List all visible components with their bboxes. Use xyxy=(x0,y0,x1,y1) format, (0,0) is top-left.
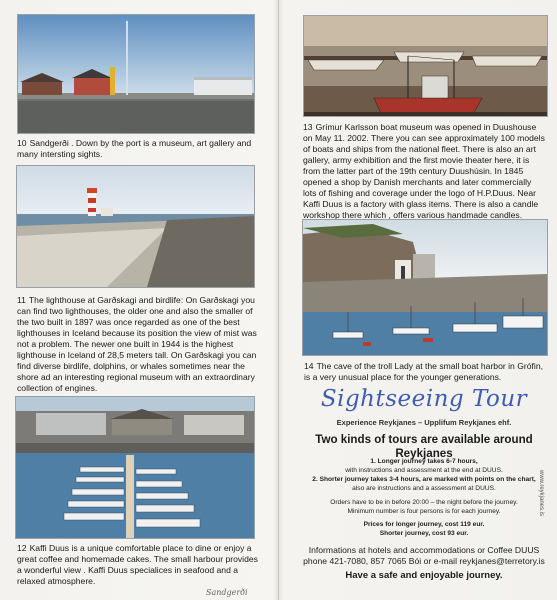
lighthouse-scene xyxy=(17,166,254,287)
caption-number: 11 xyxy=(17,295,26,305)
harbour-scene xyxy=(16,397,254,538)
tour-option-2-detail: also are instructions and a assessment at DUUS. xyxy=(352,484,496,492)
tour-prices xyxy=(302,521,546,538)
caption-text: Sandgerði . Down by the port is a museum, art gallery and many intersting sights. xyxy=(17,138,252,159)
photo-lighthouse xyxy=(16,165,255,288)
tour-orders-line-1: Orders have to be in before 20:00 – the night before the journey. xyxy=(330,499,518,506)
photo-sandgerdi xyxy=(17,14,255,134)
tour-price-short: Shorter journey, cost 93 eur. xyxy=(379,529,469,537)
tour-option-2 xyxy=(302,476,546,493)
sandgerdi-scene xyxy=(18,15,254,133)
tour-title: Sightseeing Tour xyxy=(320,386,528,412)
caption-text: The lighthouse at Garðskagi and birdlife: On Garðskagi you can find two lighthouses, the older one and also the smaller of the two built in 1897 was once regarded as one of the best lighthouses in Iceland because its position the view of mist was not a problem. The newer one built in 1944 is the highest lighthouse in Iceland of 28,5 meters tall. On Garðskagi you can find diverse birdlife, dolphins, or whales sometimes near the shore ad an interesting regional museum with an extraordinary collection of engines. xyxy=(17,295,257,393)
caption-11 xyxy=(17,295,260,394)
boat-museum-scene xyxy=(304,16,547,116)
page-fold xyxy=(278,0,279,600)
tour-contact-line-2: phone 421-7080, 857 7065 Bói or e-mail reykjanes@terretory.is xyxy=(303,556,545,566)
tour-price-long: Prices for longer journey, cost 119 eur. xyxy=(363,521,485,528)
spine-text: www.reykjanes.is xyxy=(538,470,544,517)
tour-contact xyxy=(302,545,546,567)
troll-cave-scene xyxy=(303,220,547,355)
tour-option-1-detail: with instructions and assessment at the end at DUUS. xyxy=(345,466,503,474)
caption-text: Grímur Karlsson boat museum was opened in Duushouse on May 11. 2002. There you can see approximately 100 models of boats and ships from the national fleet. There is also an art gallery, army exhibition and the first movie theater here, it is from the latter part of the 19th century Duushúsin. In 1845 opened a shop by Danish merchants and later commercially lots of fishing and coverage under the logo of H.P.Duus. Near Kaffi Duus is a factory with glass items. There is also a candle workshop there which , offers various handmade candles. xyxy=(303,122,545,220)
caption-number: 12 xyxy=(17,543,27,553)
photo-kaffi-duus-harbour xyxy=(15,396,255,539)
handwritten-note: Sandgerði xyxy=(206,588,248,597)
tour-closing: Have a safe and enjoyable journey. xyxy=(345,570,503,581)
caption-14 xyxy=(304,361,547,383)
tour-heading: Two kinds of tours are available around Reykjanes xyxy=(315,433,533,460)
photo-troll-cave-harbour xyxy=(302,219,548,356)
caption-12 xyxy=(17,543,260,587)
caption-number: 14 xyxy=(304,361,314,371)
caption-number: 10 xyxy=(17,138,27,148)
photo-boat-museum xyxy=(303,15,548,117)
caption-10 xyxy=(17,138,260,160)
tour-subtitle: Experience Reykjanes – Upplifum Reykjanes ehf. xyxy=(336,418,512,427)
tour-option-2-title: 2. Shorter journey takes 3-4 hours, are marked with points on the chart, xyxy=(312,476,536,483)
caption-number: 13 xyxy=(303,122,313,132)
tour-orders xyxy=(302,499,546,516)
caption-text: Kaffi Duus is a unique comfortable place to dine or enjoy a great coffee and homemade cakes. The small harbour provides a wonderful view . Kaffi Duus specialices in seafood and a relaxed atmosphere. xyxy=(17,543,258,586)
caption-13 xyxy=(303,122,546,221)
tour-option-1 xyxy=(302,458,546,475)
tour-contact-line-1: Informations at hotels and accommodations or Coffee DUUS xyxy=(308,545,540,555)
tour-orders-line-2: Minimum number is four persons is for each journey. xyxy=(347,507,501,515)
caption-text: The cave of the troll Lady at the small boat harbor in Grófin, is a very unusual place for the younger generations. xyxy=(304,361,543,382)
tour-option-1-title: 1. Longer journey takes 6-7 hours, xyxy=(370,458,478,465)
